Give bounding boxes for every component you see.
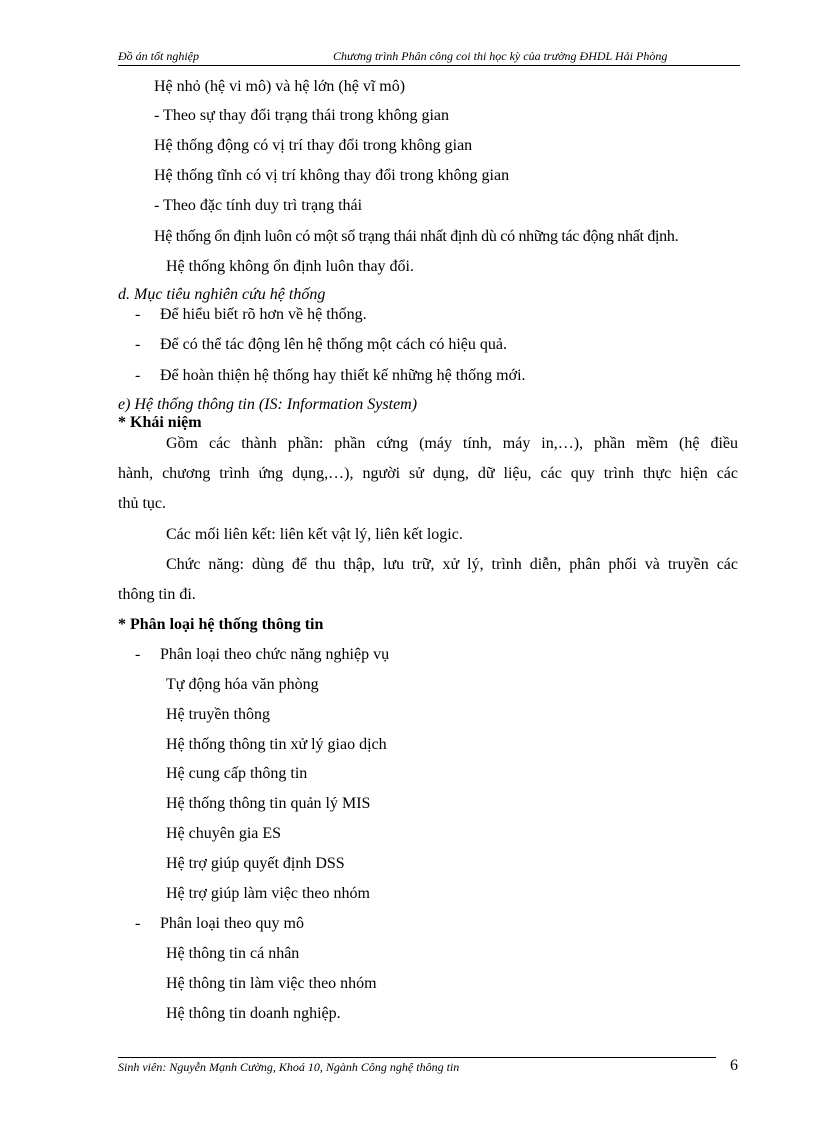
- group-title: Phân loại theo chức năng nghiệp vụ: [160, 646, 390, 663]
- paragraph-line: hành, chương trình ứng dụng,…), người sử dụng, dữ liệu, các quy trình thực hiện các: [118, 465, 738, 482]
- list-item: Hệ truyền thông: [166, 706, 270, 723]
- page-header: [118, 49, 740, 66]
- page-footer: Sinh viên: Nguyễn Mạnh Cường, Khoá 10, Ngành Công nghệ thông tin: [118, 1060, 460, 1074]
- list-item: Hệ chuyên gia ES: [166, 825, 282, 842]
- text-line: Hệ nhỏ (hệ vi mô) và hệ lớn (hệ vĩ mô): [154, 78, 406, 95]
- list-item: Hệ trợ giúp quyết định DSS: [166, 855, 345, 872]
- list-item: Tự động hóa văn phòng: [166, 676, 319, 693]
- paragraph-line: Chức năng: dùng để thu thập, lưu trữ, xử lý, trình diễn, phân phối và truyền các: [166, 556, 738, 573]
- paragraph-line: Gồm các thành phần: phần cứng (máy tính, máy in,…), phần mềm (hệ điều: [166, 435, 738, 452]
- list-item: Để hoàn thiện hệ thống hay thiết kế những hệ thống mới.: [160, 367, 526, 384]
- list-item: Hệ thống thông tin xử lý giao dịch: [166, 736, 387, 753]
- text-line: Hệ thống ổn định luôn có một số trạng thái nhất định dù có những tác động nhất định.: [154, 228, 679, 245]
- list-dash: -: [135, 646, 141, 663]
- list-item: Hệ trợ giúp làm việc theo nhóm: [166, 885, 370, 902]
- list-item: Hệ thông tin làm việc theo nhóm: [166, 975, 377, 992]
- header-left: Đồ án tốt nghiệp: [118, 49, 199, 63]
- text-line: - Theo đặc tính duy trì trạng thái: [154, 197, 363, 214]
- page-number: 6: [730, 1057, 738, 1074]
- list-item: Hệ thông tin cá nhân: [166, 945, 300, 962]
- paragraph-line: thông tin đi.: [118, 586, 196, 603]
- text-line: Hệ thống tĩnh có vị trí không thay đổi trong không gian: [154, 167, 510, 184]
- sub-heading: * Khái niệm: [118, 414, 202, 431]
- text-line: - Theo sự thay đổi trạng thái trong không gian: [154, 107, 449, 124]
- list-item: Để hiểu biết rõ hơn về hệ thống.: [160, 306, 367, 323]
- list-dash: -: [135, 367, 141, 384]
- list-item: Để có thể tác động lên hệ thống một cách có hiệu quả.: [160, 336, 507, 353]
- section-heading: d. Mục tiêu nghiên cứu hệ thống: [118, 286, 326, 303]
- list-item: Hệ cung cấp thông tin: [166, 765, 308, 782]
- text-line: Hệ thống động có vị trí thay đổi trong không gian: [154, 137, 473, 154]
- sub-heading: * Phân loại hệ thống thông tin: [118, 616, 324, 633]
- list-dash: -: [135, 915, 141, 932]
- group-title: Phân loại theo quy mô: [160, 915, 304, 932]
- header-right: Chương trình Phân công coi thi học kỳ của trường ĐHDL Hải Phòng: [333, 49, 668, 63]
- paragraph-line: thủ tục.: [118, 495, 166, 512]
- list-dash: -: [135, 336, 141, 353]
- paragraph-line: Các mối liên kết: liên kết vật lý, liên kết logic.: [166, 526, 463, 543]
- text-line: Hệ thống không ổn định luôn thay đổi.: [166, 258, 414, 275]
- list-item: Hệ thông tin doanh nghiệp.: [166, 1005, 341, 1022]
- list-dash: -: [135, 306, 141, 323]
- list-item: Hệ thống thông tin quản lý MIS: [166, 795, 371, 812]
- section-heading: e) Hệ thống thông tin (IS: Information System): [118, 396, 418, 413]
- footer-divider: [118, 1057, 716, 1058]
